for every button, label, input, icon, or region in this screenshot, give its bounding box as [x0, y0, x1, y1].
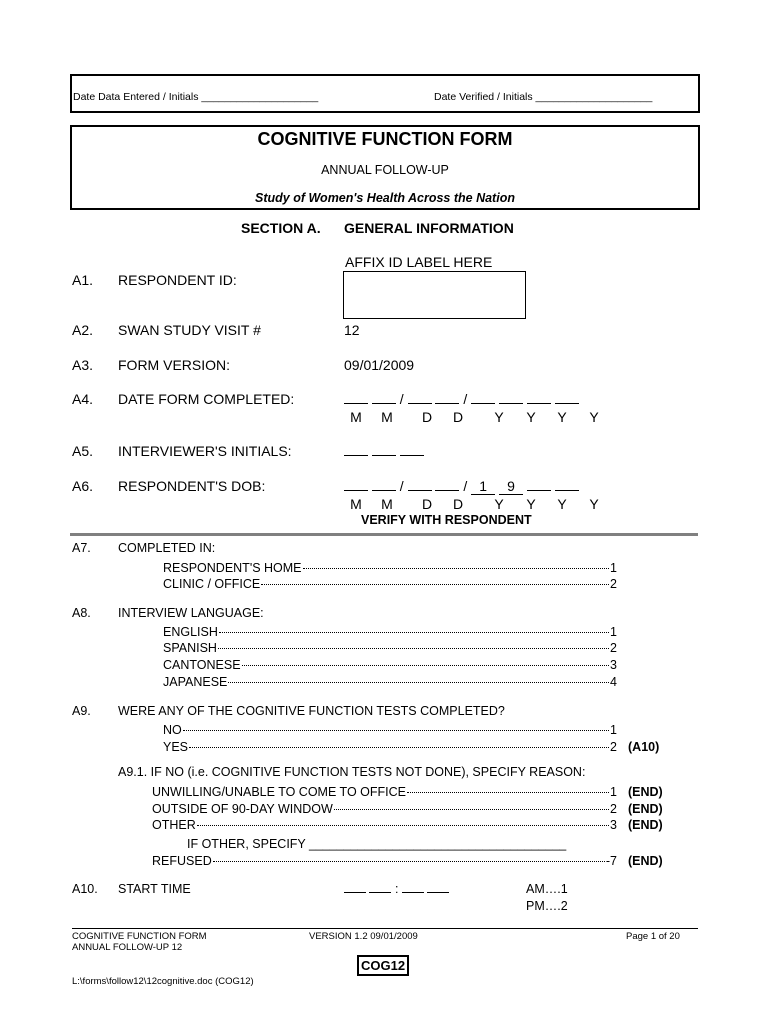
date-completed-field[interactable]: / / [344, 391, 579, 407]
skip-end-2: (END) [628, 802, 663, 816]
date-letter: D [421, 496, 433, 512]
other-specify-field[interactable]: IF OTHER, SPECIFY _____________________________________ [187, 837, 567, 851]
study-name: Study of Women's Health Across the Nation [255, 191, 515, 205]
a91-label: A9.1. IF NO (i.e. COGNITIVE FUNCTION TESTS NOT DONE), SPECIFY REASON: [118, 765, 586, 779]
date-letter: D [421, 409, 433, 425]
footer-rule [72, 928, 698, 929]
a4-label: DATE FORM COMPLETED: [118, 391, 295, 407]
option-no[interactable]: NO 1 [163, 723, 617, 737]
a2-num: A2. [72, 322, 94, 338]
a10-num: A10. [72, 882, 98, 896]
option-outside-window[interactable]: OUTSIDE OF 90-DAY WINDOW 2 [152, 802, 617, 816]
skip-end-4: (END) [628, 854, 663, 868]
a2-label: SWAN STUDY VISIT # [118, 322, 261, 338]
date-letter: Y [589, 496, 599, 512]
form-version: 09/01/2009 [344, 357, 415, 373]
a3-label: FORM VERSION: [118, 357, 231, 373]
date-letter: Y [494, 496, 504, 512]
option-japanese[interactable]: JAPANESE 4 [163, 675, 617, 689]
dob-year-digit-1: 1 [471, 479, 495, 495]
option-other[interactable]: OTHER 3 [152, 818, 617, 832]
section-divider [70, 533, 698, 536]
a8-num: A8. [72, 606, 91, 620]
skip-a10: (A10) [628, 740, 660, 754]
a8-label: INTERVIEW LANGUAGE: [118, 606, 264, 620]
option-yes[interactable]: YES 2 [163, 740, 617, 754]
affix-label-text: AFFIX ID LABEL HERE [345, 254, 493, 270]
footer-page-number: Page 1 of 20 [626, 931, 680, 942]
a5-num: A5. [72, 443, 94, 459]
date-data-entered: Date Data Entered / Initials ____________________ [73, 91, 319, 103]
a9-label: WERE ANY OF THE COGNITIVE FUNCTION TESTS COMPLETED? [118, 704, 505, 718]
option-am[interactable]: AM….1 [526, 882, 568, 896]
date-letter: Y [589, 409, 599, 425]
option-unwilling[interactable]: UNWILLING/UNABLE TO COME TO OFFICE 1 [152, 785, 617, 799]
dob-field[interactable]: / / 1 9 [344, 478, 579, 495]
date-letter: M [350, 409, 362, 425]
date-letter: D [452, 496, 464, 512]
a7-label: COMPLETED IN: [118, 541, 216, 555]
option-refused[interactable]: REFUSED -7 [152, 854, 617, 868]
a5-label: INTERVIEWER'S INITIALS: [118, 443, 292, 459]
date-letter: M [350, 496, 362, 512]
date-letter: Y [526, 409, 536, 425]
footer-followup: ANNUAL FOLLOW-UP 12 [72, 942, 183, 953]
visit-number: 12 [344, 322, 360, 338]
date-letter: Y [494, 409, 504, 425]
a9-num: A9. [72, 704, 91, 718]
date-verified: Date Verified / Initials ____________________ [434, 91, 653, 103]
a6-num: A6. [72, 478, 94, 494]
skip-end-1: (END) [628, 785, 663, 799]
form-code-box: COG12 [357, 955, 409, 976]
a7-num: A7. [72, 541, 91, 555]
form-title: COGNITIVE FUNCTION FORM [257, 129, 513, 149]
option-pm[interactable]: PM….2 [526, 899, 568, 913]
skip-end-3: (END) [628, 818, 663, 832]
option-clinic-office[interactable]: CLINIC / OFFICE 2 [163, 577, 617, 591]
section-name: GENERAL INFORMATION [344, 220, 514, 236]
interviewer-initials-field[interactable] [344, 443, 424, 459]
a6-label: RESPONDENT'S DOB: [118, 478, 266, 494]
a4-num: A4. [72, 391, 94, 407]
option-spanish[interactable]: SPANISH 2 [163, 641, 617, 655]
file-path: L:\forms\follow12\12cognitive.doc (COG12) [72, 976, 254, 987]
date-letter: M [381, 496, 393, 512]
a10-label: START TIME [118, 882, 191, 896]
start-time-field[interactable]: : [344, 882, 449, 896]
a1-num: A1. [72, 272, 94, 288]
form-subtitle: ANNUAL FOLLOW-UP [321, 163, 449, 177]
option-respondent-home[interactable]: RESPONDENT'S HOME 1 [163, 561, 617, 575]
date-letter: Y [557, 409, 567, 425]
a3-num: A3. [72, 357, 94, 373]
date-letter: Y [526, 496, 536, 512]
date-letter: Y [557, 496, 567, 512]
a1-label: RESPONDENT ID: [118, 272, 237, 288]
dob-year-digit-2: 9 [499, 479, 523, 495]
footer-form-name: COGNITIVE FUNCTION FORM [72, 931, 207, 942]
date-letter: M [381, 409, 393, 425]
id-label-box[interactable] [343, 271, 526, 319]
section-label: SECTION A. [241, 220, 321, 236]
footer-version: VERSION 1.2 09/01/2009 [309, 931, 418, 942]
option-english[interactable]: ENGLISH 1 [163, 625, 617, 639]
verify-note: VERIFY WITH RESPONDENT [361, 513, 532, 527]
date-letter: D [452, 409, 464, 425]
option-cantonese[interactable]: CANTONESE 3 [163, 658, 617, 672]
